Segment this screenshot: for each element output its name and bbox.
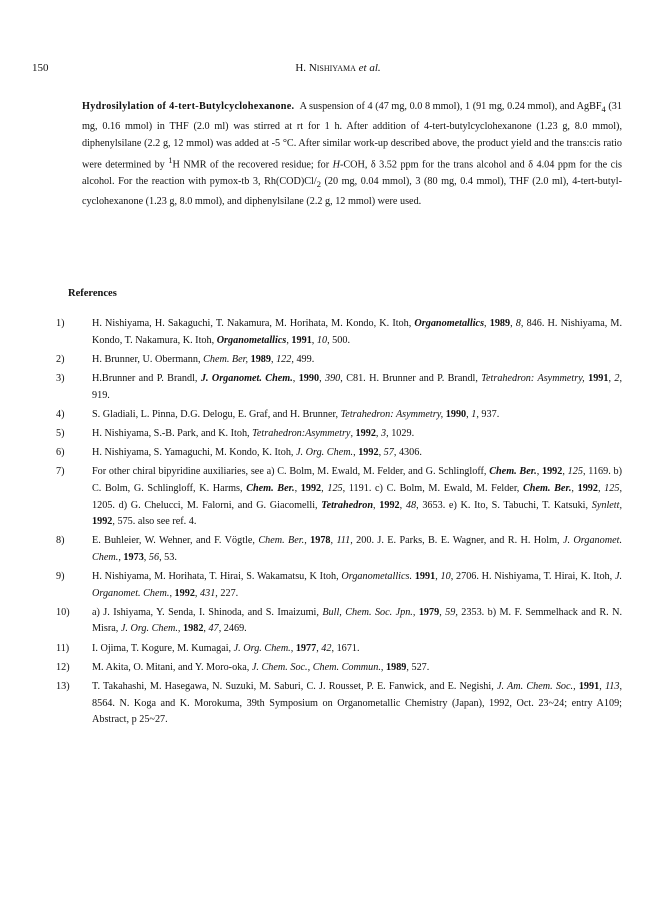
reference-item: 7) For other chiral bipyridine auxiliaries, see a) C. Bolm, M. Ewald, M. Felder, and G. Schlingloff, Chem. Ber., 1992, 125, 1169. b) C. Bolm, G. Schlingloff, K. Harms, Chem. Ber., 1992, 125, 1191. c) C. Bolm, M. Ewald, M. Felder, Chem. Ber., 1992, 125, 1205. d) G. Chelucci, M. Falorni, and G. Giacomelli, Tetrahedron, 1992, 48, 3653. e) K. Ito, S. Tabuchi, T. Katsuki, Synlett, 1992, 575. also see ref. 4. <box>56 466 623 528</box>
page-number: 150 <box>32 62 49 74</box>
reference-item: 10) a) J. Ishiyama, Y. Senda, I. Shinoda, and S. Imaizumi, Bull, Chem. Soc. Jpn., 1979, 59, 2353. b) M. F. Semmelhack and R. N. Misra, J. Org. Chem., 1982, 47, 2469. <box>56 606 623 635</box>
reference-item: 11) I. Ojima, T. Kogure, M. Kumagai, J. Org. Chem., 1977, 42, 1671. <box>56 642 360 654</box>
reference-item: 13) T. Takahashi, M. Hasegawa, N. Suzuki, M. Saburi, C. J. Rousset, P. E. Fanwick, and E. Negishi, J. Am. Chem. Soc., 1991, 113, 8564. N. Koga and K. Morokuma, 39th Symposium on Organometallic Chemistry (Japan), 1992, Oct. 23~24; entry A109; Abstract, p 25~27. <box>56 681 623 726</box>
procedure-paragraph: Hydrosilylation of 4-tert-Butylcyclohexanone. A suspension of 4 (47 mg, 0.0 8 mmol), 1 (91 mg, 0.24 mmol), and AgBF$_4$ (31 mg, 0.16 mmol) in THF (2.0 ml) was stirred at rt for 1 h. After addition of 4-tert-butylcyclohexanone (1.23 g, 8.0 mmol), diphenylsilane (2.2 g, 12 mmol) was added at -5 °C. After similar work-up described above, the product yield and the trans:cis ratio were determined by $^1$H NMR of the recovered residue; for H-COH, δ 3.52 ppm for the trans alcohol and δ 4.04 ppm for the cis alcohol. For the reaction with pymox-tb 3, $Rh(COD)Cl/_2$ (20 mg, 0.04 mmol), 3 (80 mg, 0.4 mmol), THF (2.0 ml), 4-tert-butyl-cyclohexanone (1.23 g, 8.0 mmol), and diphenylsilane (2.2 g, 12 mmol) were used. <box>82 101 622 208</box>
reference-item: 8) E. Buhleier, W. Wehner, and F. Vögtle, Chem. Ber., 1978, 111, 200. J. E. Parks, B. E. Wagner, and R. H. Holm, J. Organomet. Chem., 1973, 56, 53. <box>56 535 622 563</box>
reference-item: 5) H. Nishiyama, S.-B. Park, and K. Itoh, Tetrahedron:Asymmetry, 1992, 3, 1029. <box>56 427 415 439</box>
reference-item: 12) M. Akita, O. Mitani, and Y. Moro-oka, J. Chem. Soc., Chem. Commun., 1989, 527. <box>56 661 430 673</box>
reference-item: 6) H. Nishiyama, S. Yamaguchi, M. Kondo, K. Itoh, J. Org. Chem., 1992, 57, 4306. <box>56 447 422 459</box>
reference-item: 4) S. Gladiali, L. Pinna, D.G. Delogu, E. Graf, and H. Brunner, Tetrahedron: Asymmetry, 1990, 1, 937. <box>56 408 500 420</box>
reference-item: 9) H. Nishiyama, M. Horihata, T. Hirai, S. Wakamatsu, K Itoh, Organometallics. 1991, 10, 2706. H. Nishiyama, T. Hirai, K. Itoh, J. Organomet. Chem., 1992, 431, 227. <box>56 571 623 599</box>
references-list <box>56 316 622 731</box>
reference-item: 2) H. Brunner, U. Obermann, Chem. Ber, 1989, 122, 499. <box>56 353 315 365</box>
reference-item: 1) H. Nishiyama, H. Sakaguchi, T. Nakamura, M. Horihata, M. Kondo, K. Itoh, Organometallics, 1989, 8, 846. H. Nishiyama, M. Kondo, T. Nakamura, K. Itoh, Organometallics, 1991, 10, 500. <box>56 318 623 346</box>
references-heading: References <box>68 288 117 299</box>
running-head: H. Nishiyama et al. <box>295 62 381 74</box>
procedure-title: Hydrosilylation of 4-tert-Butylcyclohexanone. <box>82 101 295 112</box>
reference-item: 3) H.Brunner and P. Brandl, J. Organomet. Chem., 1990, 390, C81. H. Brunner and P. Brandl, Tetrahedron: Asymmetry, 1991, 2, 919. <box>56 372 623 401</box>
page-header <box>32 62 644 78</box>
